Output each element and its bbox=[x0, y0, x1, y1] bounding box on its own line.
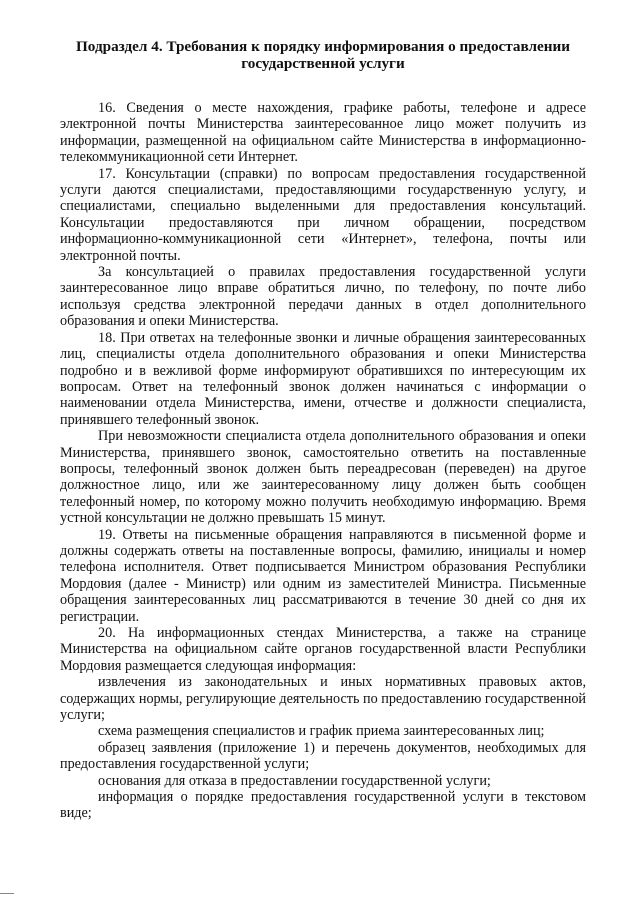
paragraph-17: 17. Консультации (справки) по вопросам предоставления государственной услуги даются специалистами, предоставляющими государственную услугу, и специалистами, специально выделенными для предоставления консультаций. Консультации предоставляются при личном обращении, посредством информационно-коммуникационной сети «Интернет», телефона, почты или электронной почты. bbox=[60, 165, 586, 264]
list-item-application-sample: образец заявления (приложение 1) и перечень документов, необходимых для предоставления государственной услуги; bbox=[60, 739, 586, 773]
paragraph-19: 19. Ответы на письменные обращения направляются в письменной форме и должны содержать ответы на поставленные вопросы, фамилию, инициалы и номер телефона исполнителя. Ответ подписывается Министром образования Республики Мордовия (далее - Министр) или одним из заместителей Министра. Письменные обращения заинтересованных лиц рассматриваются в течение 30 дней со дня их регистрации. bbox=[60, 526, 586, 625]
list-item-reception-schedule: схема размещения специалистов и график приема заинтересованных лиц; bbox=[98, 723, 545, 740]
section-heading: Подраздел 4. Требования к порядку информирования о предоставлении государственной услуги bbox=[75, 38, 571, 72]
list-item-procedure-text: информация о порядке предоставления государственной услуги в текстовом виде; bbox=[60, 789, 586, 822]
document-page bbox=[60, 38, 586, 822]
paragraph-16: 16. Сведения о месте нахождения, графике работы, телефоне и адресе электронной почты Министерства заинтересованное лицо может получить из информации, размещенной на официальном сайте Министерства в информационно-телекоммуникационной сети Интернет. bbox=[60, 100, 586, 166]
list-item-refusal-grounds: основания для отказа в предоставлении государственной услуги; bbox=[98, 772, 491, 789]
paragraph-20: 20. На информационных стендах Министерства, а также на странице Министерства на официальном сайте органов государственной власти Республики Мордовия размещается следующая информация: bbox=[60, 625, 586, 674]
list-item-legal-extracts: извлечения из законодательных и иных нормативных правовых актов, содержащих нормы, регулирующие деятельность по предоставлению государственной услуги; bbox=[60, 674, 586, 724]
paragraph-18-redirect: При невозможности специалиста отдела дополнительного образования и опеки Министерства, принявшего звонок, самостоятельно ответить на поставленные вопросы, телефонный звонок должен быть переадресован (переведен) на другое должностное лицо, или же заинтересованному лицу должен быть сообщен телефонный номер, по которому можно получить необходимую информацию. Время устной консультации не должно превышать 15 минут. bbox=[60, 428, 586, 527]
scan-edge-mark bbox=[0, 893, 14, 894]
paragraph-17-consultation: За консультацией о правилах предоставления государственной услуги заинтересованное лицо вправе обратиться лично, по телефону, по почте либо используя средства электронной передачи данных в отдел дополнительного образования и опеки Министерства. bbox=[60, 264, 586, 330]
paragraph-18: 18. При ответах на телефонные звонки и личные обращения заинтересованных лиц, специалисты отдела дополнительного образования и опеки Министерства подробно и в вежливой форме информируют обратившихся по интересующим их вопросам. Ответ на телефонный звонок должен начинаться с информации о наименовании отдела Министерства, имени, отчестве и должности специалиста, принявшего телефонный звонок. bbox=[60, 329, 586, 428]
